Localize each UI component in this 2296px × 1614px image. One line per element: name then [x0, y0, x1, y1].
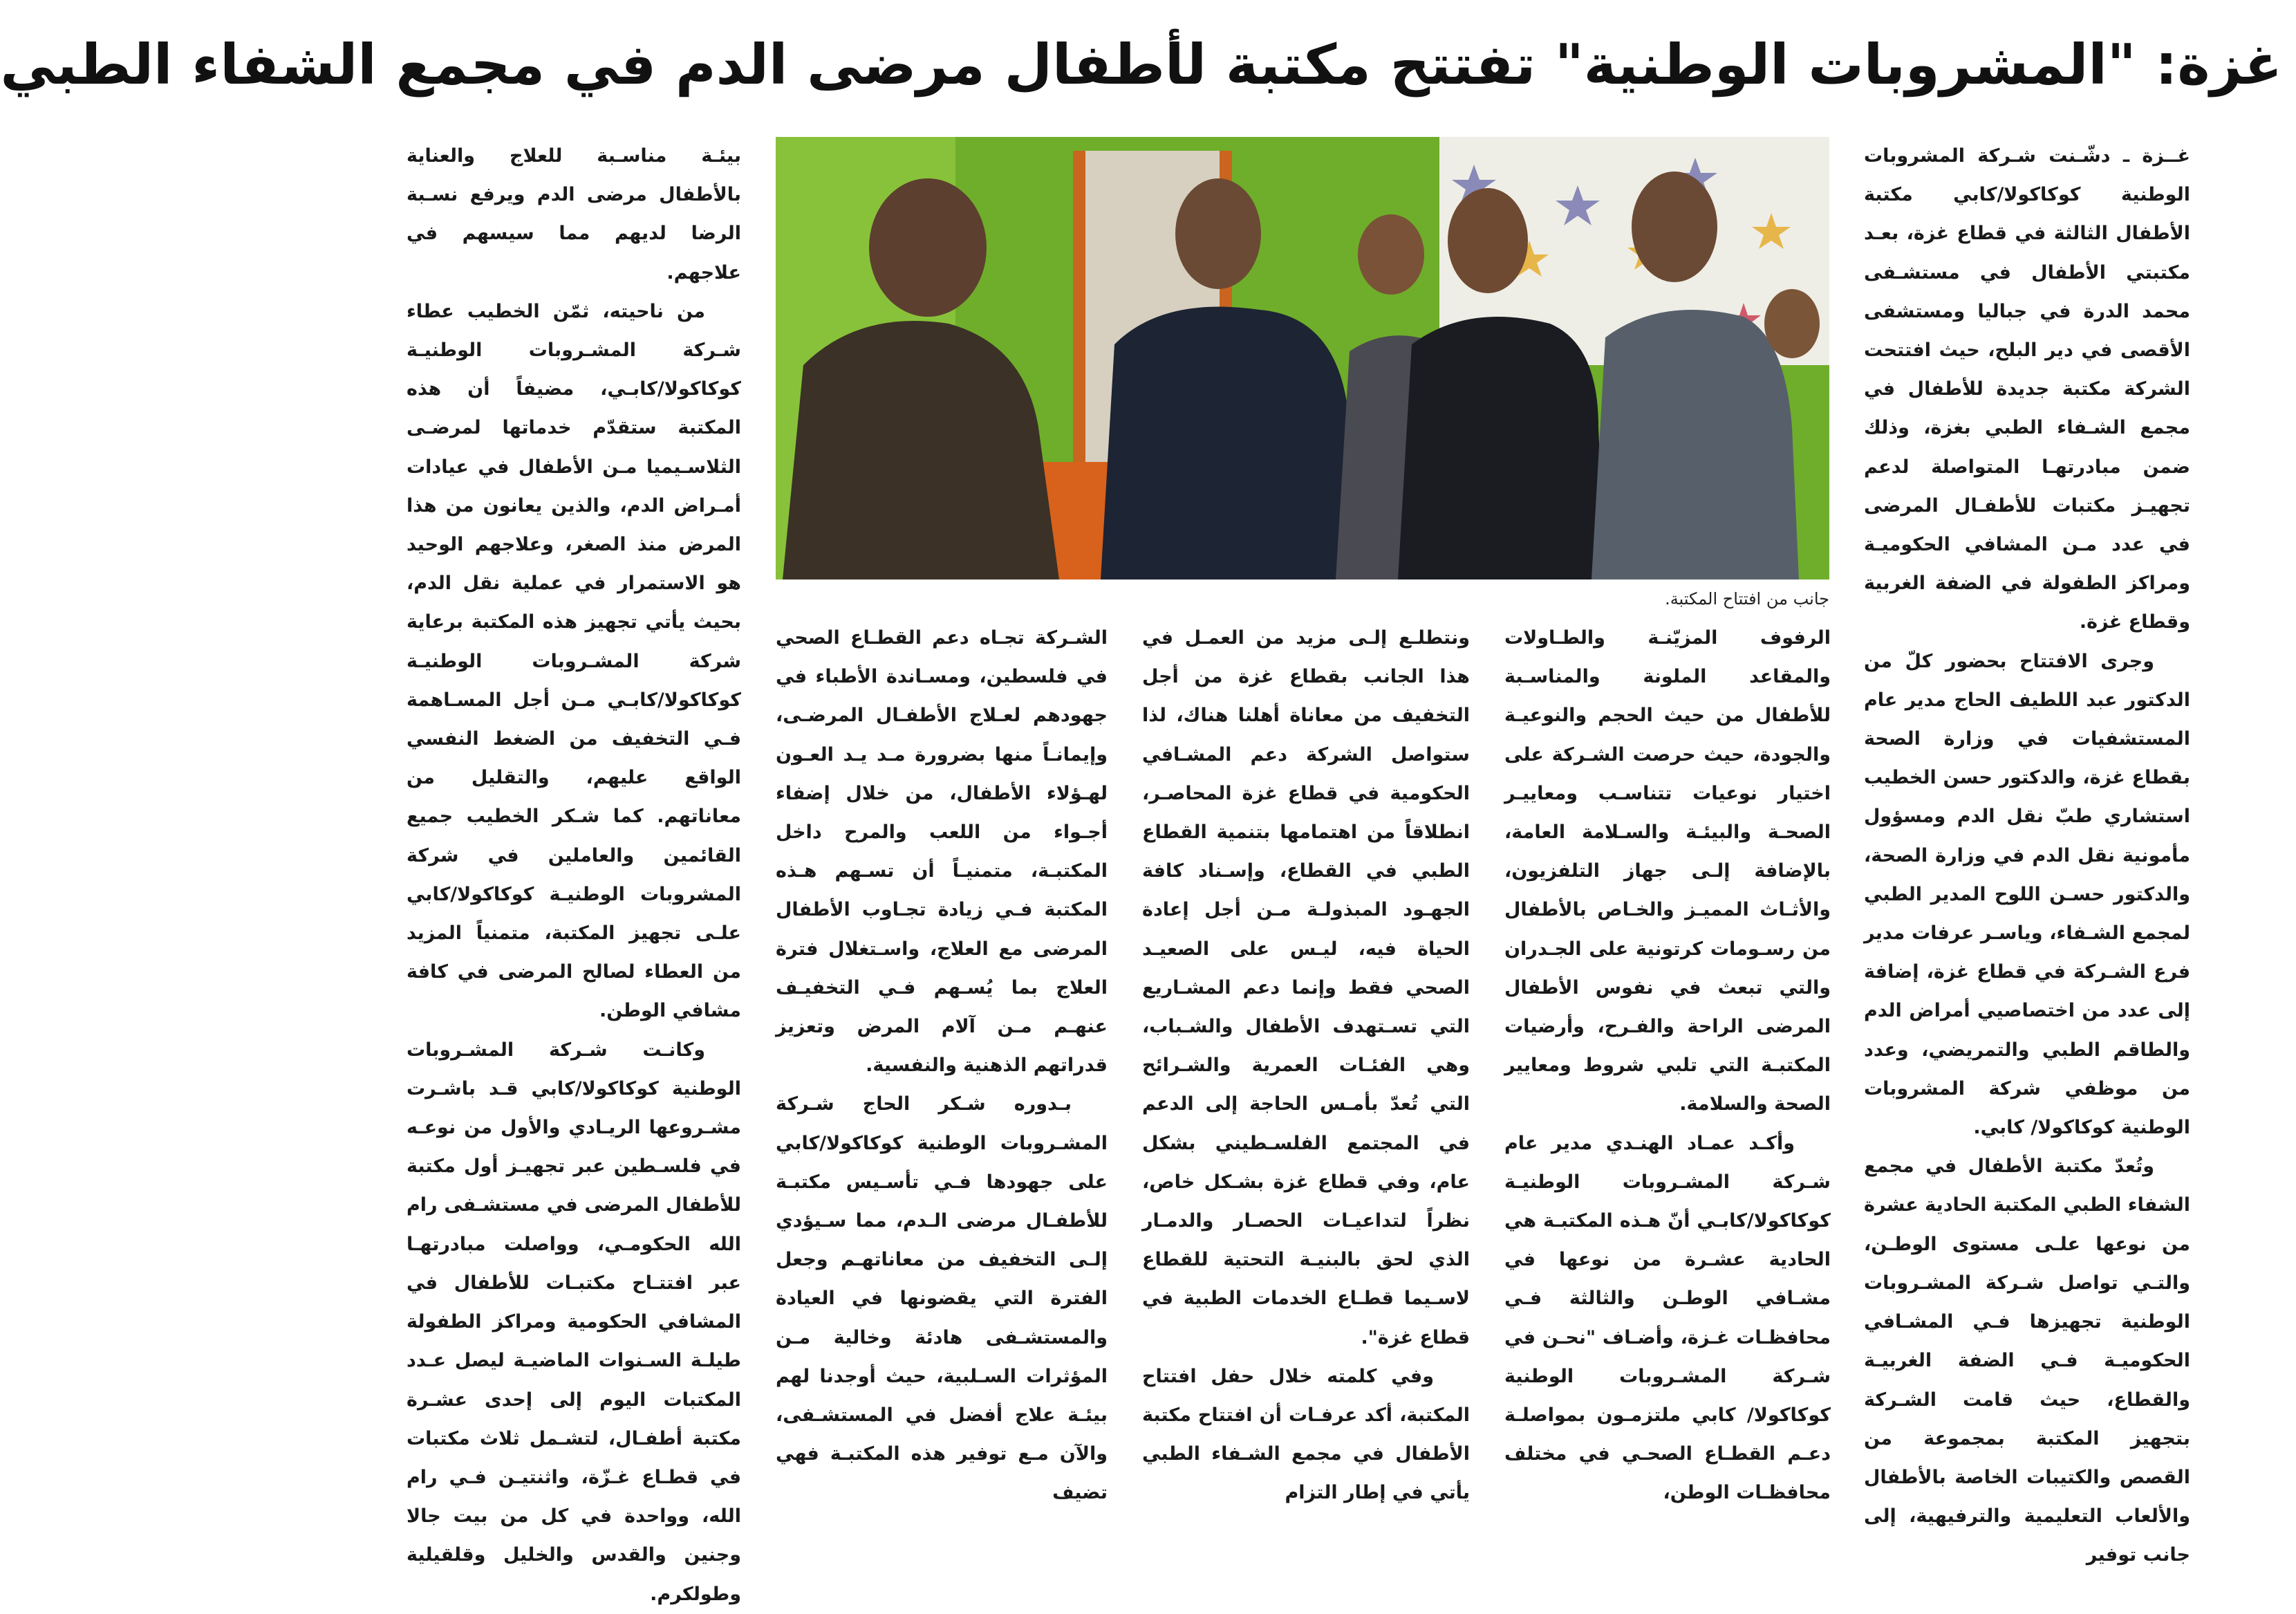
- paragraph: غــزة ـ دشّـنت شـركة المشروبات الوطنية كوكاكولا/كابي مكتبة الأطفال الثالثة في قطاع غزة، بعـد مكتبتي الأطفال في مستشـفى محمد الدرة في جباليا ومستشفى الأقصى في دير البلح، حيث افتتحت الشركة مكتبة جديدة للأطفال في مجمع الشـفاء الطبي بغزة، وذلك ضمن مبادرتهـا المتواصلة لدعم تجهيـز مكتبات للأطفـال المرضى في عدد مـن المشافي الحكوميـة ومراكز الطفولة في الضفة الغربية وقطاع غزة.: [1864, 145, 2190, 633]
- article-column-4: [776, 619, 1108, 1504]
- photo-caption: جانب من افتتاح المكتبة.: [1665, 589, 1829, 609]
- paragraph: بـدوره شـكر الحاج شـركة المشـروبات الوطنية كوكاكولا/كابي على جهودها فـي تأسـيس مكتبـة للأطفـال مرضى الـدم، مما سـيؤدي إلـى التخفيف من معاناتهـم وجعل الفترة التي يقضونها في العيادة والمستشـفى هادئة وخالية مـن المؤثرات السـلبية، حيث أوجدنا لهم بيئـة علاج أفضل في المستشـفى، والآن مـع توفير هذه المكتبـة فهي تضيف: [776, 1093, 1108, 1504]
- paragraph: وفي كلمته خلال حفل افتتاح المكتبة، أكد عرفـات أن افتتاح مكتبة الأطفال في مجمع الشـفاء الطبي يأتي في إطار التزام: [1142, 1365, 1470, 1504]
- paragraph: ونتطلـع إلـى مزيد من العمـل في هذا الجانب بقطاع غزة من أجل التخفيف من معاناة أهلنا هناك، لذا ستواصل الشركة دعم المشـافي الحكومية في قطاع غزة المحاصـر، انطلاقاً من اهتمامها بتنمية القطاع الطبي في القطاع، وإسـناد كافة الجهـود المبذولـة مـن أجل إعادة الحياة فيه، ليـس على الصعيـد الصحي فقط وإنما دعم المشـاريع التي تسـتهدف الأطفال والشـباب، وهي الفئـات العمرية والشـرائح التي تُعدّ بأمـس الحاجة إلى الدعم في المجتمع الفلسـطيني بشكل عام، وفي قطاع غزة بشـكل خاص، نظراً لتداعيـات الحصـار والدمـار الذي لحق بالبنيـة التحتية للقطاع لاسـيما قطـاع الخدمات الطبية في قطاع غزة".: [1142, 627, 1470, 1348]
- article-column-5: [407, 137, 741, 1605]
- paragraph: وتُعدّ مكتبة الأطفال في مجمع الشفاء الطبي المكتبة الحادية عشرة من نوعها علـى مستوى الوطـن، والتـي تواصل شـركة المشـروبات الوطنية تجهيزها فـي المشـافي الحكوميـة فـي الضفة الغربيـة والقطاع، حيث قامت الشـركة بتجهيز المكتبة بمجموعة من القصص والكتيبات الخاصة بالأطفال والألعاب التعليمية والترفيهية، إلى جانب توفير: [1864, 1156, 2190, 1566]
- paragraph: الشـركة تجـاه دعم القطـاع الصحي في فلسطين، ومسـاندة الأطباء في جهودهم لعـلاج الأطفـال المرضـى، وإيمانـاً منها بضرورة مـد يـد العـون لهـؤلاء الأطفال، من خلال إضفاء أجـواء من اللعب والمرح داخل المكتبـة، متمنيـاً أن تسـهم هـذه المكتبة فـي زيادة تجـاوب الأطفال المرضى مع العلاج، واسـتغلال فترة العلاج بما يُسـهم فـي التخفيـف عنهـم مـن آلام المرض وتعزيز قدراتهم الذهنية والنفسية.: [776, 627, 1108, 1077]
- article-column-2: [1504, 619, 1831, 1504]
- paragraph: وأكـد عمـاد الهنـدي مدير عام شـركة المشـروبات الوطنيـة كوكاكولا/كابـي أنّ هـذه المكتبـة هي الحادية عشـرة من نوعها في مشـافي الوطـن والثالثة فـي محافظـات غـزة، وأضـاف "نحـن في شـركة المشـروبات الوطنية كوكاكولا/ كابي ملتزمـون بمواصلـة دعـم القطـاع الصحـي في مختلف محافظـات الوطن،: [1504, 1132, 1831, 1504]
- paragraph: بيئـة مناسـبة للعلاج والعناية بالأطفال مرضى الدم ويرفع نسـبة الرضا لديهم مما سيسهم في علاجهم.: [407, 145, 741, 284]
- paragraph: وكانـت شـركة المشـروبات الوطنية كوكاكولا/كابي قـد باشـرت مشـروعها الريـادي والأول من نوعـه في فلسـطين عبر تجهيـز أول مكتبة للأطفال المرضى في مستشـفى رام الله الحكومـي، وواصلت مبادرتهـا عبر افتتـاح مكتبـات للأطفال في المشافي الحكومية ومراكز الطفولة طيلـة السـنوات الماضيـة ليصل عـدد المكتبات اليوم إلى إحدى عشـرة مكتبة أطفـال، لتشـمل ثلاث مكتبات في قطـاع غـزّة، واثنتيـن فـي رام الله، وواحدة في كل من بيت جالا وجنين والقدس والخليل وقلقيلية وطولكرم.: [407, 1039, 741, 1605]
- headline: غزة: "المشروبات الوطنية" تفتتح مكتبة لأطفال مرضى الدم في مجمع الشفاء الطبي: [0, 33, 2282, 97]
- paragraph: وجرى الافتتاح بحضور كلّ من الدكتور عبد اللطيف الحاج مدير عام المستشفيات في وزارة الصحة بقطاع غزة، والدكتور حسن الخطيب استشاري طبّ نقل الدم ومسؤول مأمونية نقل الدم في وزارة الصحة، والدكتور حسـن اللوح المدير الطبي لمجمع الشـفاء، وياسـر عرفات مدير فرع الشـركة في قطاع غزة، إضافة إلى عدد من اختصاصيي أمراض الدم والطاقم الطبي والتمريضي، وعدد من موظفي شركة المشروبات الوطنية كوكاكولا/ كابي.: [1864, 650, 2190, 1139]
- event-photo: [776, 137, 1829, 579]
- article-column-3: [1142, 619, 1470, 1504]
- article-column-1: [1864, 137, 2190, 1566]
- paragraph: من ناحيته، ثمّن الخطيب عطاء شـركة المشـروبات الوطنيـة كوكاكولا/كابـي، مضيفاً أن هذه المكتبة ستقدّم خدماتها لمرضـى الثلاسـيميا مـن الأطفال في عيادات أمـراض الدم، والذين يعانون من هذا المرض منذ الصغر، وعلاجهم الوحيد هو الاستمرار في عملية نقل الدم، بحيث يأتي تجهيز هذه المكتبة برعاية شركة المشـروبات الوطنيـة كوكاكولا/كابـي مـن أجل المسـاهمة فـي التخفيف من الضغط النفسي الواقع عليهم، والتقليل من معاناتهم. كما شـكر الخطيب جميع القائمين والعاملين في شركة المشروبات الوطنيـة كوكاكولا/كابي علـى تجهيز المكتبة، متمنياً المزيد من العطاء لصالح المرضى في كافة مشافي الوطن.: [407, 300, 741, 1022]
- paragraph: الرفوف المزيّنـة والطـاولات والمقاعد الملونة والمناسـبة للأطفال من حيث الحجم والنوعيـة والجودة، حيث حرصت الشـركة على اختيار نوعيات تتناسـب ومعاييـر الصحـة والبيئـة والسـلامة العامة، بالإضافة إلـى جهاز التلفزيون، والأثـاث المميـز والخـاص بالأطفال من رسـومات كرتونية على الجـدران والتي تبعث في نفوس الأطفال المرضى الراحة والفـرح، وأرضيات المكتبـة التي تلبي شروط ومعايير الصحة والسلامة.: [1504, 627, 1831, 1115]
